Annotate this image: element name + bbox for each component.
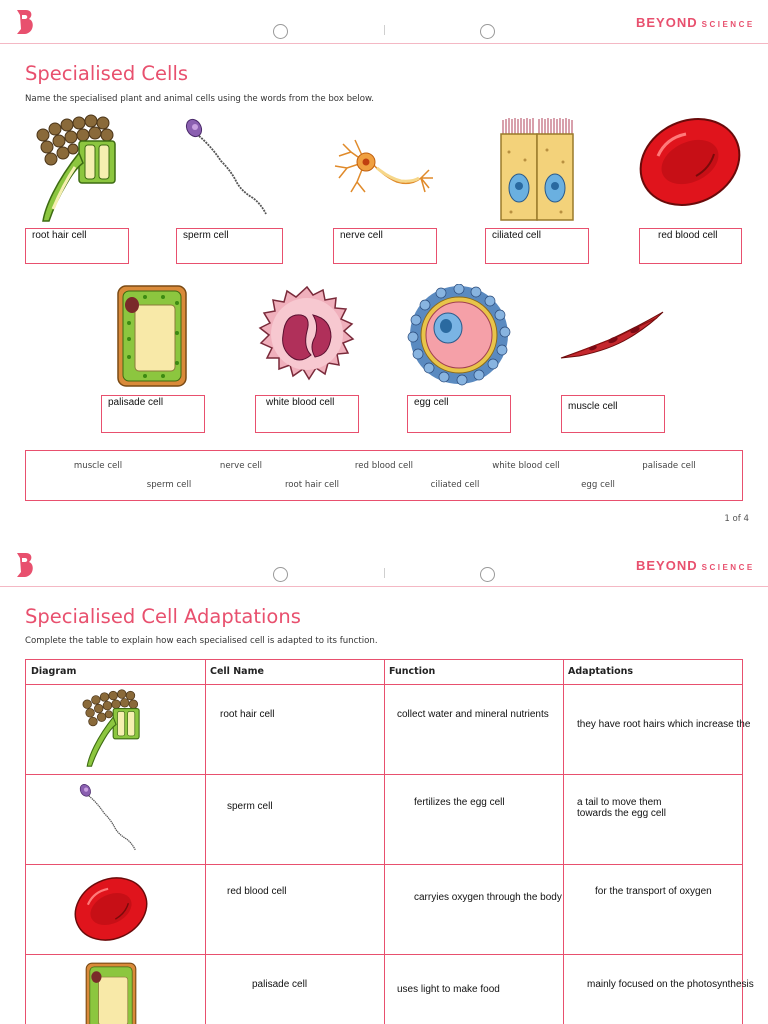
instructions: Complete the table to explain how each specialised cell is adapted to its function. (25, 636, 378, 646)
answer-box-white-blood-cell[interactable]: white blood cell (255, 395, 359, 433)
table-cell-name[interactable]: sperm cell (227, 801, 273, 812)
palisade-cell-image (84, 961, 138, 1024)
table-cell-name[interactable]: palisade cell (252, 979, 308, 990)
table-cell-adaptation[interactable]: mainly focused on the photosynthesis (587, 979, 754, 990)
table-header-cell-name: Cell Name (210, 666, 264, 677)
word-bank-item: root hair cell (284, 480, 340, 490)
word-bank-item: sperm cell (146, 480, 192, 490)
word-bank-item: muscle cell (73, 461, 123, 471)
brand-wordmark: BEYOND SCIENCE (636, 558, 755, 573)
word-bank-item: white blood cell (492, 461, 560, 471)
word-bank-item: ciliated cell (430, 480, 480, 490)
instructions: Name the specialised plant and animal cells using the words from the box below. (25, 94, 374, 104)
answer-box-ciliated-cell[interactable]: ciliated cell (485, 228, 589, 264)
table-header-diagram: Diagram (31, 666, 77, 677)
root-hair-cell-image (80, 688, 142, 768)
table-header-function: Function (389, 666, 436, 677)
answer-box-root-hair-cell[interactable]: root hair cell (25, 228, 129, 264)
sperm-cell-image (76, 782, 146, 854)
answer-box-red-blood-cell[interactable]: red blood cell (639, 228, 742, 264)
answer-box-palisade-cell[interactable]: palisade cell (101, 395, 205, 433)
page-title: Specialised Cells (25, 62, 189, 85)
table-cell-adaptation[interactable]: they have root hairs which increase the (577, 719, 751, 730)
table-cell-function[interactable]: uses light to make food (397, 984, 500, 995)
answer-box-sperm-cell[interactable]: sperm cell (176, 228, 283, 264)
word-bank-item: egg cell (581, 480, 615, 490)
brand-wordmark: BEYOND SCIENCE (636, 15, 755, 30)
word-bank-item: nerve cell (219, 461, 263, 471)
table-cell-adaptation[interactable]: a tail to move them towards the egg cell (577, 797, 666, 819)
table-cell-name[interactable]: red blood cell (227, 886, 287, 897)
answer-box-egg-cell[interactable]: egg cell (407, 395, 511, 433)
page-number: 1 of 4 (724, 514, 749, 524)
word-bank-item: palisade cell (642, 461, 696, 471)
page-title: Specialised Cell Adaptations (25, 605, 301, 628)
table-header-adaptations: Adaptations (568, 666, 634, 677)
table-cell-function[interactable]: carryies oxygen through the body (414, 892, 562, 903)
table-cell-name[interactable]: root hair cell (220, 709, 275, 720)
table-cell-adaptation[interactable]: for the transport of oxygen (595, 886, 712, 897)
table-cell-function[interactable]: fertilizes the egg cell (414, 797, 505, 808)
answer-box-muscle-cell[interactable]: muscle cell (561, 395, 665, 433)
red-blood-cell-image (72, 870, 150, 948)
answer-box-nerve-cell[interactable]: nerve cell (333, 228, 437, 264)
word-bank-item: red blood cell (354, 461, 414, 471)
table-cell-function[interactable]: collect water and mineral nutrients (397, 709, 549, 720)
